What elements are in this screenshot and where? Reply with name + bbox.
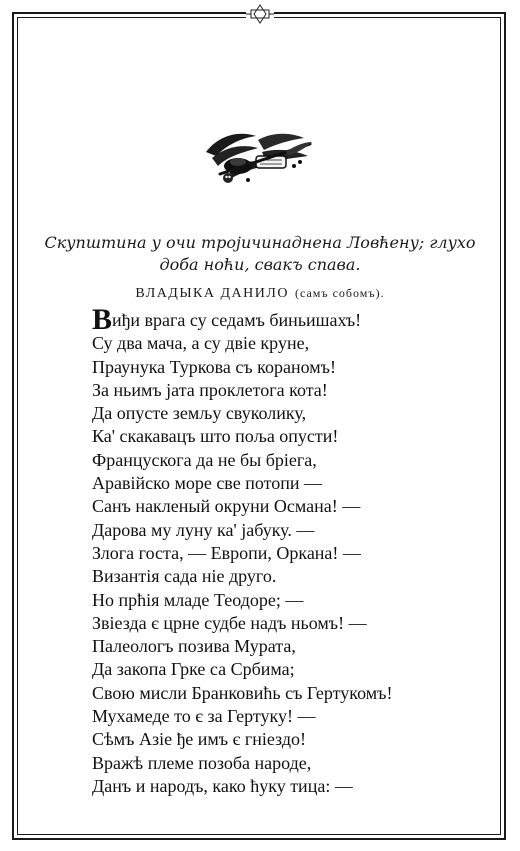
verse-line: Вражѣ племе позоба народе, <box>92 752 312 773</box>
verse-line: Ка' скакавацъ што поља опусти! <box>92 426 339 447</box>
verse-line: Праунука Туркова съ кораномъ! <box>92 356 336 377</box>
verse-line: Византія сада ніе друго. <box>92 566 277 587</box>
speaker-name: ВЛАДЫКА ДАНИЛО <box>135 286 289 301</box>
verse-line-text: иђи врага су седамъ биньишахъ! <box>112 310 362 330</box>
verse-line: Сѣмъ Азіе ђе имъ є гніездо! <box>92 729 306 750</box>
verse-line: Да опусте земљу свуколику, <box>92 403 307 424</box>
verse-block <box>92 303 492 798</box>
verse-line: Санъ накленый окруни Османа! — <box>92 496 361 517</box>
verse-line: Данъ и народъ, како ћуку тица: — <box>92 775 353 796</box>
verse-line: Свою мисли Бранковићь съ Гертукомъ! <box>92 682 393 703</box>
drop-cap: В <box>92 303 113 336</box>
stage-direction-line-1: Скупштина у очи тројичинаднена Ловћену; глухо <box>44 233 476 252</box>
verse-line <box>92 303 492 336</box>
verse-line: Злога госта, — Европи, Оркана! — <box>92 542 361 563</box>
verse-line: Звіезда є црне судбе надъ ньомъ! — <box>92 612 367 633</box>
speaker-note: (самъ собомъ). <box>295 286 385 300</box>
verse-line: Дарова му луну ка' јабуку. — <box>92 519 315 540</box>
speaker-heading <box>40 285 480 302</box>
stage-direction <box>40 232 480 276</box>
pen-wreath-icon <box>198 122 318 188</box>
verse-line: Су два мача, а су двіе круне, <box>92 333 310 354</box>
verse-line: Францускога да не бы бріега, <box>92 449 317 470</box>
verse-line: Но прћія младе Теодоре; — <box>92 589 304 610</box>
stage-direction-line-2: доба ноћи, свакъ спава. <box>159 255 361 274</box>
verse-line: Аравійско море све потопи — <box>92 473 322 494</box>
star-ornament-icon <box>246 4 274 24</box>
verse-line: За ньимъ јата проклетога кота! <box>92 379 328 400</box>
verse-line: Да закопа Грке са Србима; <box>92 659 295 680</box>
verse-line: Палеологъ позива Мурата, <box>92 636 296 657</box>
verse-line: Мухамеде то є за Гертуку! — <box>92 706 316 727</box>
